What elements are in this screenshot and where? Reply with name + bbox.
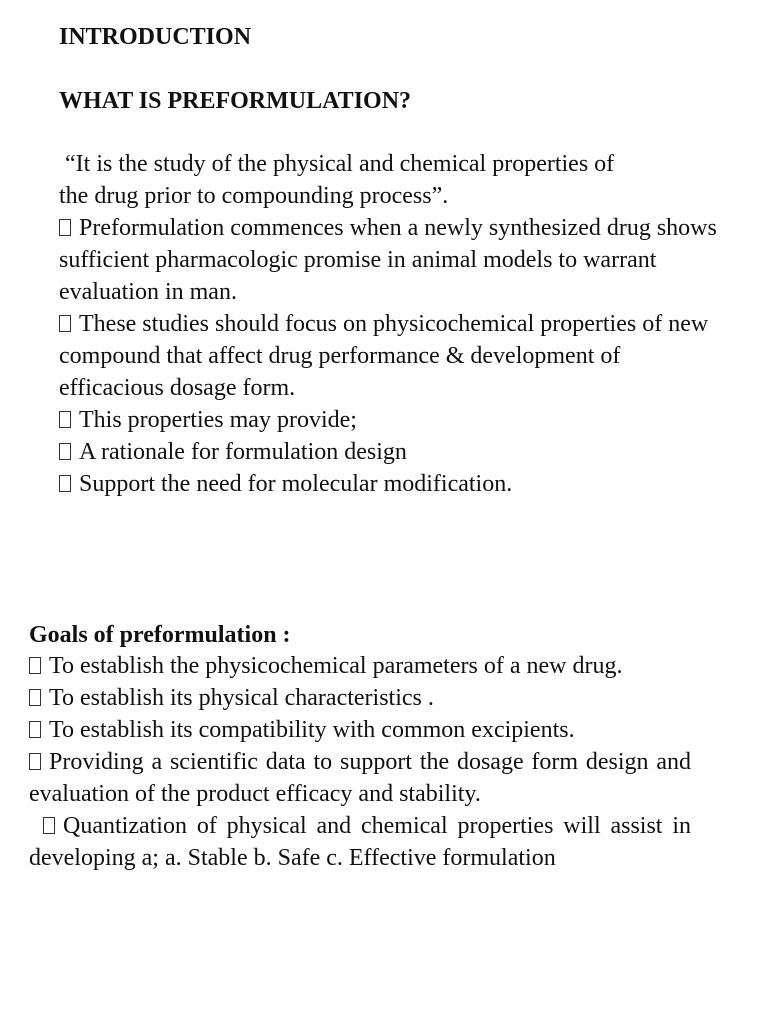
intro-bullet bbox=[59, 308, 719, 404]
goals-heading: Goals of preformulation : bbox=[29, 622, 291, 648]
goals-bullet bbox=[29, 810, 691, 874]
intro-bullet-text: This properties may provide; bbox=[79, 407, 357, 433]
bullet-box-icon bbox=[43, 817, 55, 834]
goals-body bbox=[29, 650, 691, 874]
bullet-box-icon bbox=[59, 219, 71, 236]
goals-bullet-text: Quantization of physical and chemical properties will assist in developing a; a. Stable b. Safe c. Effective formulation bbox=[29, 813, 691, 871]
goals-bullet-text: Providing a scientific data to support the dosage form design and evaluation of the product efficacy and stability. bbox=[29, 749, 691, 807]
intro-bullet-text: Support the need for molecular modification. bbox=[79, 471, 513, 497]
preformulation-question-heading: WHAT IS PREFORMULATION? bbox=[59, 88, 412, 114]
goals-bullet bbox=[29, 746, 691, 810]
definition-quote-line-1: “It is the study of the physical and chemical properties of bbox=[65, 151, 615, 177]
intro-bullet bbox=[59, 212, 719, 308]
bullet-box-icon bbox=[29, 657, 41, 674]
intro-bullet bbox=[59, 468, 719, 500]
bullet-box-icon bbox=[59, 475, 71, 492]
goals-bullet bbox=[29, 650, 691, 682]
intro-bullet bbox=[59, 404, 719, 436]
bullet-box-icon bbox=[59, 443, 71, 460]
bullet-box-icon bbox=[29, 721, 41, 738]
goals-bullet-text: To establish its compatibility with common excipients. bbox=[49, 717, 575, 743]
bullet-box-icon bbox=[29, 689, 41, 706]
bullet-box-icon bbox=[59, 315, 71, 332]
bullet-box-icon bbox=[59, 411, 71, 428]
intro-bullet-text: Preformulation commences when a newly synthesized drug shows sufficient pharmacologic promise in animal models to warrant evaluation in man. bbox=[59, 215, 717, 305]
intro-bullet bbox=[59, 436, 719, 468]
introduction-heading: INTRODUCTION bbox=[59, 24, 252, 50]
goals-bullet-text: To establish the physicochemical parameters of a new drug. bbox=[49, 653, 623, 679]
bullet-box-icon bbox=[29, 753, 41, 770]
introduction-body bbox=[59, 148, 719, 500]
definition-quote-line-2: the drug prior to compounding process”. bbox=[59, 183, 449, 209]
goals-bullet bbox=[29, 682, 691, 714]
intro-bullet-text: These studies should focus on physicochemical properties of new compound that affect drug performance & development of efficacious dosage form. bbox=[59, 311, 709, 401]
intro-bullet-text: A rationale for formulation design bbox=[79, 439, 407, 465]
goals-bullet bbox=[29, 714, 691, 746]
goals-bullet-text: To establish its physical characteristics . bbox=[49, 685, 434, 711]
